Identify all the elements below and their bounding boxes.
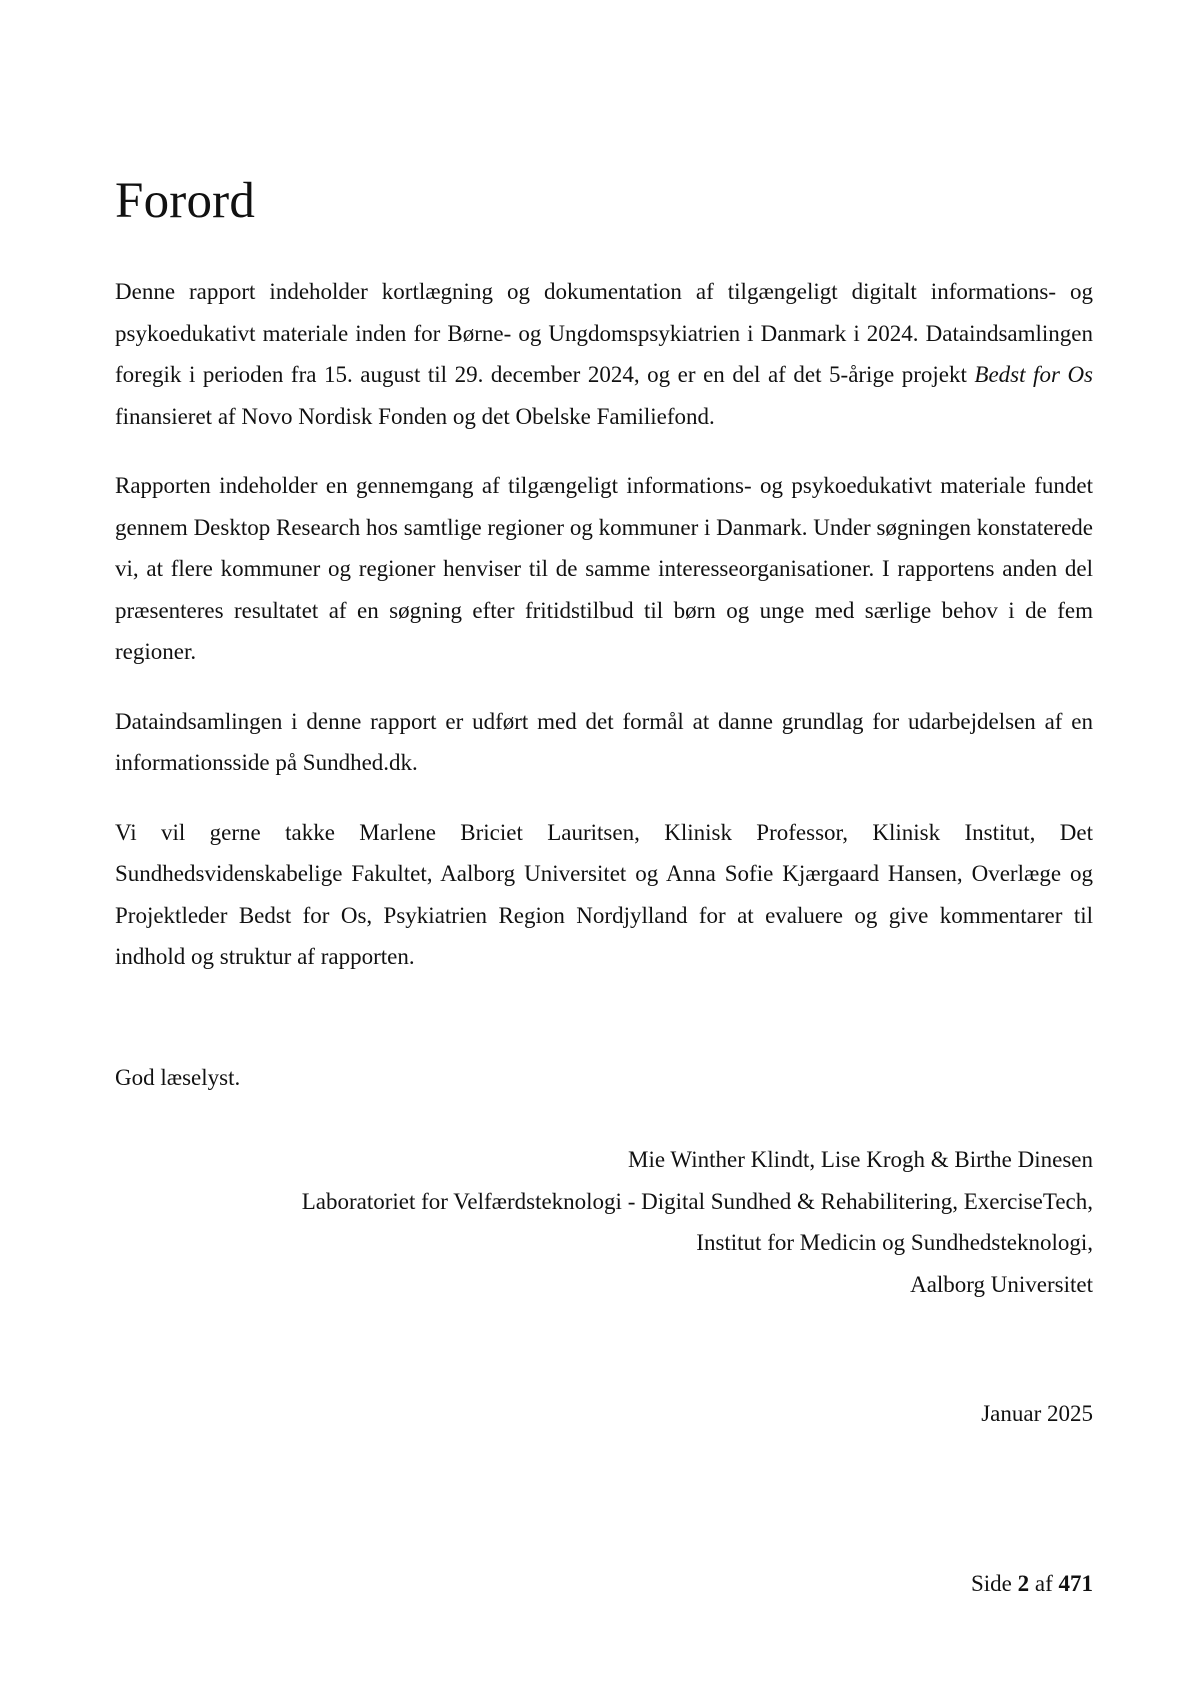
footer-prefix: Side [970,1571,1012,1596]
greeting: God læselyst. [115,1065,241,1090]
page-footer [971,1563,1093,1605]
paragraph-intro-text-end: finansieret af Novo Nordisk Fonden og det Obelske Familiefond. [115,403,715,429]
signature-authors: Mie Winther Klindt, Lise Krogh & Birthe Dinesen [628,1147,1093,1172]
signature-lab: Laboratoriet for Velfærdsteknologi - Digital Sundhed & Rehabilitering, ExerciseTech, [301,1188,1093,1214]
paragraph-purpose: Dataindsamlingen i denne rapport er udført med det formål at danne grundlag for udarbejdelsen af en informationsside på Sundhed.dk. [115,708,1093,775]
signature-university: Aalborg Universitet [910,1271,1093,1297]
footer-separator: af [1034,1571,1053,1596]
signature-block [115,1139,1093,1305]
document-date: Januar 2025 [981,1401,1093,1426]
paragraph-acknowledgements: Vi vil gerne takke Marlene Briciet Lauritsen, Klinisk Professor, Klinisk Institut, Det Sundhedsvidenskabelige Fakultet, Aalborg Universitet og Anna Sofie Kjærgaard Hansen, Overlæge og Projektleder Bedst for Os, Psykiatrien Region Nordjylland for at evaluere og give kommentarer til indhold og struktur af rapporten. [115,819,1093,969]
footer-total-pages: 471 [1058,1571,1093,1596]
footer-page-number: 2 [1017,1571,1030,1596]
page-title: Forord [115,173,256,229]
project-name: Bedst for Os [974,362,1093,387]
signature-institute: Institut for Medicin og Sundhedsteknologi, [696,1230,1093,1255]
foreword-body [115,271,1093,1006]
paragraph-intro [115,271,1093,437]
document-page [115,0,1093,1698]
paragraph-content: Rapporten indeholder en gennemgang af tilgængeligt informations- og psykoedukativt materiale fundet gennem Desktop Research hos samtlige regioner og kommuner i Danmark. Under søgningen konstaterede vi, at flere kommuner og regioner henviser til de samme interesseorganisationer. I rapportens anden del præsenteres resultatet af en søgning efter fritidstilbud til børn og unge med særlige behov i de fem regioner. [115,473,1093,664]
paragraph-intro-text-start: Denne rapport indeholder kortlægning og dokumentation af tilgængeligt digitalt informations- og psykoedukativt materiale inden for Børne- og Ungdomspsykiatrien i Danmark i 2024. Dataindsamlingen foregik i perioden fra 15. august til 29. december 2024, og er en del af det 5-årige projekt [115,279,1093,387]
